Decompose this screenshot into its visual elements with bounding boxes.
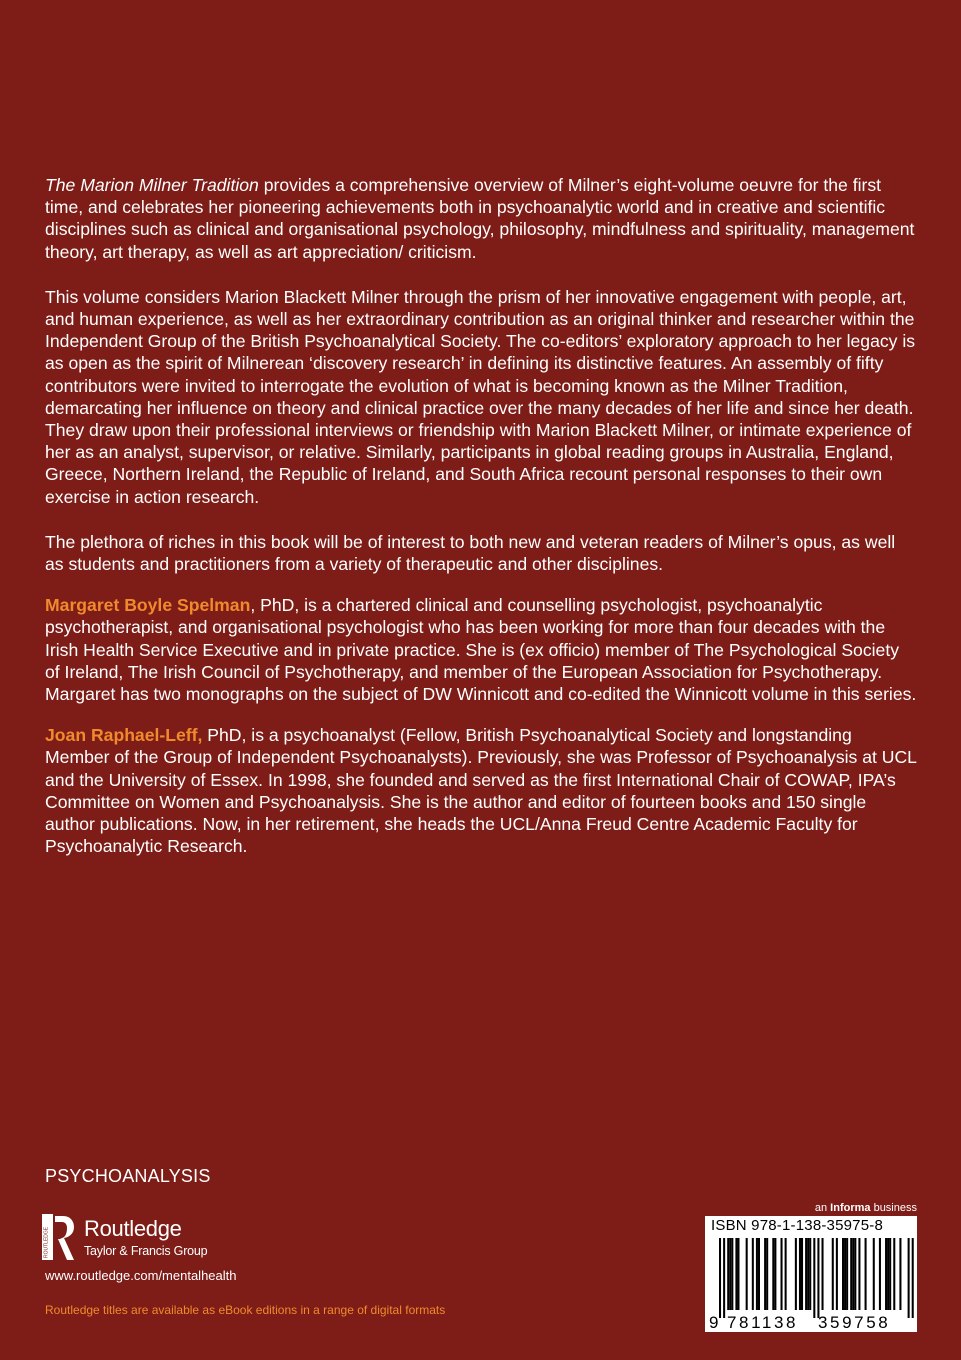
barcode-bar: [885, 1238, 887, 1310]
barcode-bar: [805, 1238, 807, 1310]
author-bio-1: [45, 594, 917, 705]
barcode-bar: [756, 1238, 758, 1310]
barcode-bar: [858, 1238, 860, 1310]
author-bio-text: , PhD, is a chartered clinical and counselling psychologist, psychoanalytic psychotherapist, and organisational psychologist who has been working for more than four decades with the Irish Health Service Executive and in private practice. She is (ex officio) member of The Psychological Society of Ireland, The Irish Council of Psychotherapy, and member of the European Association for Psychotherapy. Margaret has two monographs on the subject of DW Winnicott and co-edited the Winnicott volume in this series.: [45, 595, 917, 705]
barcode-bar: [781, 1238, 783, 1310]
barcode-bar: [801, 1238, 803, 1310]
barcode-bar: [764, 1238, 766, 1310]
barcode-bar: [873, 1238, 875, 1310]
barcode-bar: [908, 1238, 910, 1318]
blurb-paragraph-1-text: provides a comprehensive overview of Milner’s eight-volume oeuvre for the first time, and celebrates her pioneering achievements both in psychoanalytic world and in creative and scientific disciplines such as clinical and organisational psychology, philosophy, mindfulness and spirituality, management theory, art therapy, as well as art appreciation/ criticism.: [45, 175, 915, 262]
publisher-group: Taylor & Francis Group: [84, 1244, 208, 1258]
barcode-bar: [737, 1238, 739, 1310]
barcode-bar: [893, 1238, 895, 1310]
barcode-bar: [795, 1238, 797, 1310]
barcode-bar: [785, 1238, 787, 1310]
barcode-bar: [850, 1238, 852, 1310]
barcode-bar: [887, 1238, 889, 1310]
isbn-barcode: [705, 1216, 917, 1332]
author-name: Joan Raphael-Leff,: [45, 725, 203, 746]
barcode-bar: [774, 1238, 776, 1310]
barcode-bar: [842, 1238, 844, 1310]
barcode-bar: [846, 1238, 848, 1310]
barcode-bar: [822, 1238, 824, 1310]
barcode-bar: [844, 1238, 846, 1310]
barcode-bar: [879, 1238, 881, 1310]
barcode-bar: [766, 1238, 768, 1310]
barcode-bar: [889, 1238, 891, 1310]
isbn-label: ISBN 978-1-138-35975-8: [711, 1217, 884, 1234]
routledge-logo-icon: [42, 1214, 76, 1262]
barcode-bar: [807, 1238, 809, 1310]
logo-spine-text: ROUTLEDGE: [43, 1226, 50, 1258]
subject-category: PSYCHOANALYSIS: [45, 1166, 211, 1186]
informa-brand: Informa: [830, 1202, 871, 1214]
barcode-bar: [735, 1238, 737, 1310]
barcode-bar: [817, 1238, 819, 1318]
author-name: Margaret Boyle Spelman: [45, 595, 251, 616]
publisher-name: Routledge: [84, 1216, 182, 1241]
barcode-digit-first: 9: [709, 1313, 719, 1332]
barcode-bar: [852, 1238, 854, 1310]
publisher-url: www.routledge.com/mentalhealth: [45, 1268, 237, 1283]
barcode-bar: [899, 1238, 901, 1310]
publisher-logo: [42, 1214, 222, 1264]
barcode-bar: [729, 1238, 731, 1310]
barcode-bar: [752, 1238, 754, 1310]
author-bio-2: [45, 724, 917, 857]
barcode-bar: [746, 1238, 748, 1310]
barcode-bar: [854, 1238, 856, 1310]
blurb-paragraph-3: The plethora of riches in this book will be of interest to both new and veteran readers of Milner’s opus, as well as students and practitioners from a variety of therapeutic and other disciplines.: [45, 531, 896, 575]
blurb-paragraph-2: This volume considers Marion Blackett Milner through the prism of her innovative engagement with people, art, and human experience, as well as her extraordinary contribution as an original thinker and researcher within the Independent Group of the British Psychoanalytical Society. The co-editors’ exploratory approach to her legacy is as open as the spirit of Milnerean ‘discovery research’ in defining its distinctive features. An assembly of fifty contributors were invited to interrogate the evolution of what is becoming known as the Milner Tradition, demarcating her influence on theory and clinical practice over the many decades of her life and since her death. They draw upon their professional interviews or friendship with Marion Blackett Milner, or intimate experience of her as an analyst, supervisor, or relative. Similarly, participants in global reading groups in Australia, England, Greece, Northern Ireland, the Republic of Ireland, and South Africa recount personal responses to their own exercise in action research.: [45, 286, 916, 507]
barcode-bar: [799, 1238, 801, 1310]
barcode-bar: [865, 1238, 867, 1310]
author-bio-text: PhD, is a psychoanalyst (Fellow, British Psychoanalytical Society and longstanding Member of the Group of Independent Psychoanalysts). Previously, she was Professor of Psychoanalysis at UCL and the University of Essex. In 1998, she founded and served as the first International Chair of COWAP, IPA’s Committee on Women and Psychoanalysis. She is the author and editor of fourteen books and 150 single author publications. Now, in her retirement, she heads the UCL/Anna Freud Centre Academic Faculty for Psychoanalytic Research.: [45, 725, 917, 857]
book-title: The Marion Milner Tradition: [45, 175, 259, 195]
barcode-icon: [705, 1216, 917, 1332]
barcode-bar: [832, 1238, 834, 1310]
barcode-bar: [772, 1238, 774, 1310]
informa-tagline: [815, 1202, 917, 1214]
barcode-bar: [731, 1238, 733, 1310]
barcode-digits-left: 781138: [727, 1313, 799, 1332]
informa-prefix: an: [814, 1202, 831, 1214]
barcode-bar: [813, 1238, 815, 1318]
informa-suffix: business: [870, 1202, 917, 1214]
blurb-paragraph-1: [45, 174, 917, 263]
barcode-bar: [912, 1238, 914, 1318]
barcode-bar: [809, 1238, 811, 1310]
barcode-bar: [723, 1238, 725, 1318]
barcode-bar: [758, 1238, 760, 1310]
barcode-digits-right: 359758: [818, 1313, 891, 1332]
barcode-bar: [836, 1238, 838, 1310]
barcode-bar: [727, 1238, 729, 1310]
ebook-note: Routledge titles are available as eBook editions in a range of digital formats: [45, 1303, 446, 1317]
barcode-bar: [719, 1238, 721, 1318]
back-cover-blurb: [45, 174, 917, 880]
